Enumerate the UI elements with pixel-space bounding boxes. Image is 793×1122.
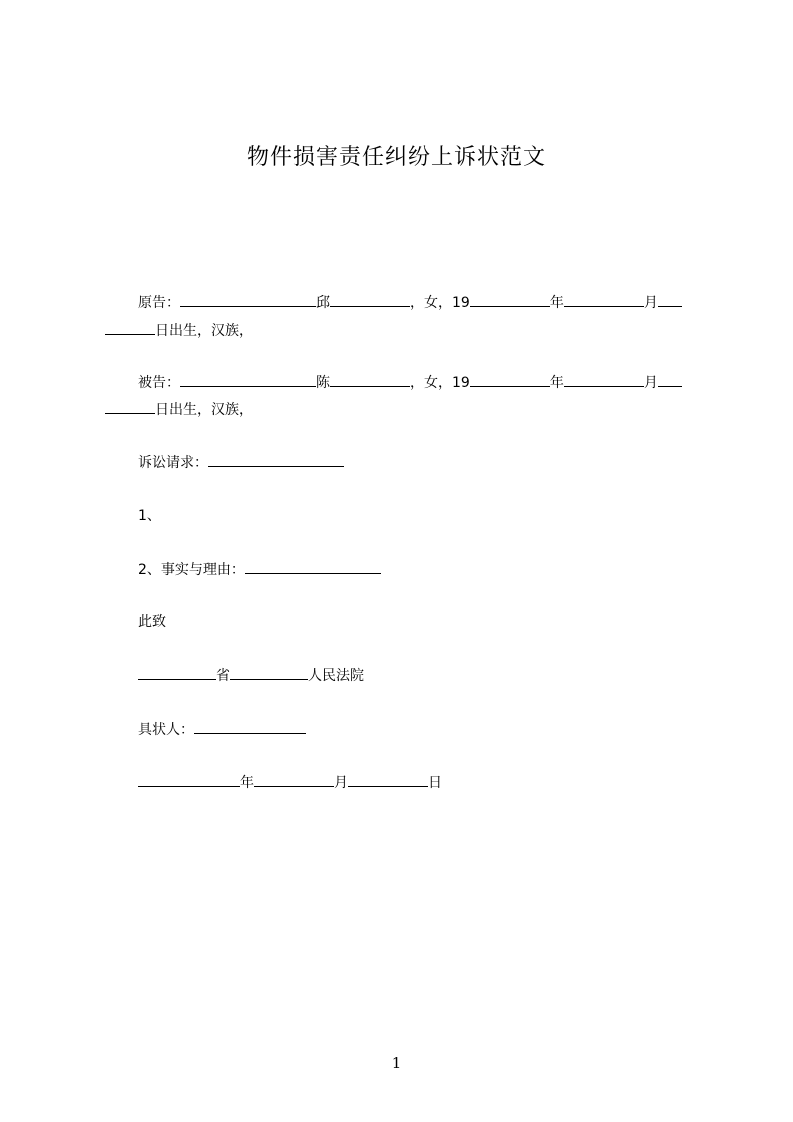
defendant-surname: 陈 bbox=[316, 375, 330, 391]
date-day-unit: 日 bbox=[428, 775, 442, 791]
signer-blank bbox=[194, 719, 306, 734]
defendant-month-unit: 月 bbox=[643, 375, 658, 391]
document-title: 物件损害责任纠纷上诉状范文 bbox=[246, 145, 546, 170]
province-blank bbox=[138, 665, 216, 680]
plaintiff-label: 原告： bbox=[138, 295, 180, 311]
defendant-month-blank bbox=[564, 372, 644, 387]
defendant-birth-tail: 日出生，汉族， bbox=[155, 402, 253, 418]
signer-line bbox=[138, 719, 306, 740]
page-number: 1 bbox=[391, 1054, 402, 1072]
plaintiff-month-blank bbox=[564, 292, 644, 307]
plaintiff-name-blank-2 bbox=[330, 292, 410, 307]
salutation: 此致 bbox=[138, 614, 166, 630]
defendant-name-blank-2 bbox=[330, 372, 410, 387]
plaintiff-surname: 邱 bbox=[316, 295, 330, 311]
plaintiff-name-blank bbox=[180, 292, 316, 307]
defendant-year-blank bbox=[470, 372, 550, 387]
court-line bbox=[138, 665, 364, 686]
court-blank bbox=[230, 665, 308, 680]
plaintiff-year-unit: 年 bbox=[549, 295, 564, 311]
defendant-day-blank bbox=[658, 372, 682, 387]
defendant-year-unit: 年 bbox=[549, 375, 564, 391]
defendant-name-blank bbox=[180, 372, 316, 387]
claims-line bbox=[138, 452, 344, 473]
claims-label: 诉讼请求： bbox=[138, 455, 208, 471]
claims-blank bbox=[208, 452, 344, 467]
facts-blank bbox=[245, 559, 381, 574]
defendant-gender: ，女，19 bbox=[410, 375, 470, 391]
defendant-line-2 bbox=[105, 399, 253, 420]
defendant-label: 被告： bbox=[138, 375, 180, 391]
item-2-label: 2、事实与理由： bbox=[138, 562, 245, 578]
plaintiff-birth-tail: 日出生，汉族， bbox=[155, 323, 253, 339]
plaintiff-year-blank bbox=[470, 292, 550, 307]
date-month-unit: 月 bbox=[334, 775, 348, 791]
item-1: 1、 bbox=[138, 508, 161, 524]
date-day-blank bbox=[348, 772, 428, 787]
plaintiff-line-2 bbox=[105, 320, 253, 341]
signer-label: 具状人： bbox=[138, 722, 194, 738]
item-2-line bbox=[138, 559, 381, 580]
plaintiff-gender: ，女，19 bbox=[410, 295, 470, 311]
defendant-line-1 bbox=[138, 372, 682, 393]
date-year-unit: 年 bbox=[240, 775, 254, 791]
plaintiff-day-blank-2 bbox=[105, 320, 155, 335]
plaintiff-month-unit: 月 bbox=[643, 295, 658, 311]
court-tail: 人民法院 bbox=[308, 668, 364, 684]
date-line bbox=[138, 772, 442, 793]
plaintiff-line-1 bbox=[138, 292, 682, 313]
plaintiff-day-blank bbox=[658, 292, 682, 307]
defendant-day-blank-2 bbox=[105, 399, 155, 414]
date-year-blank bbox=[138, 772, 240, 787]
province-unit: 省 bbox=[216, 668, 230, 684]
date-month-blank bbox=[254, 772, 334, 787]
